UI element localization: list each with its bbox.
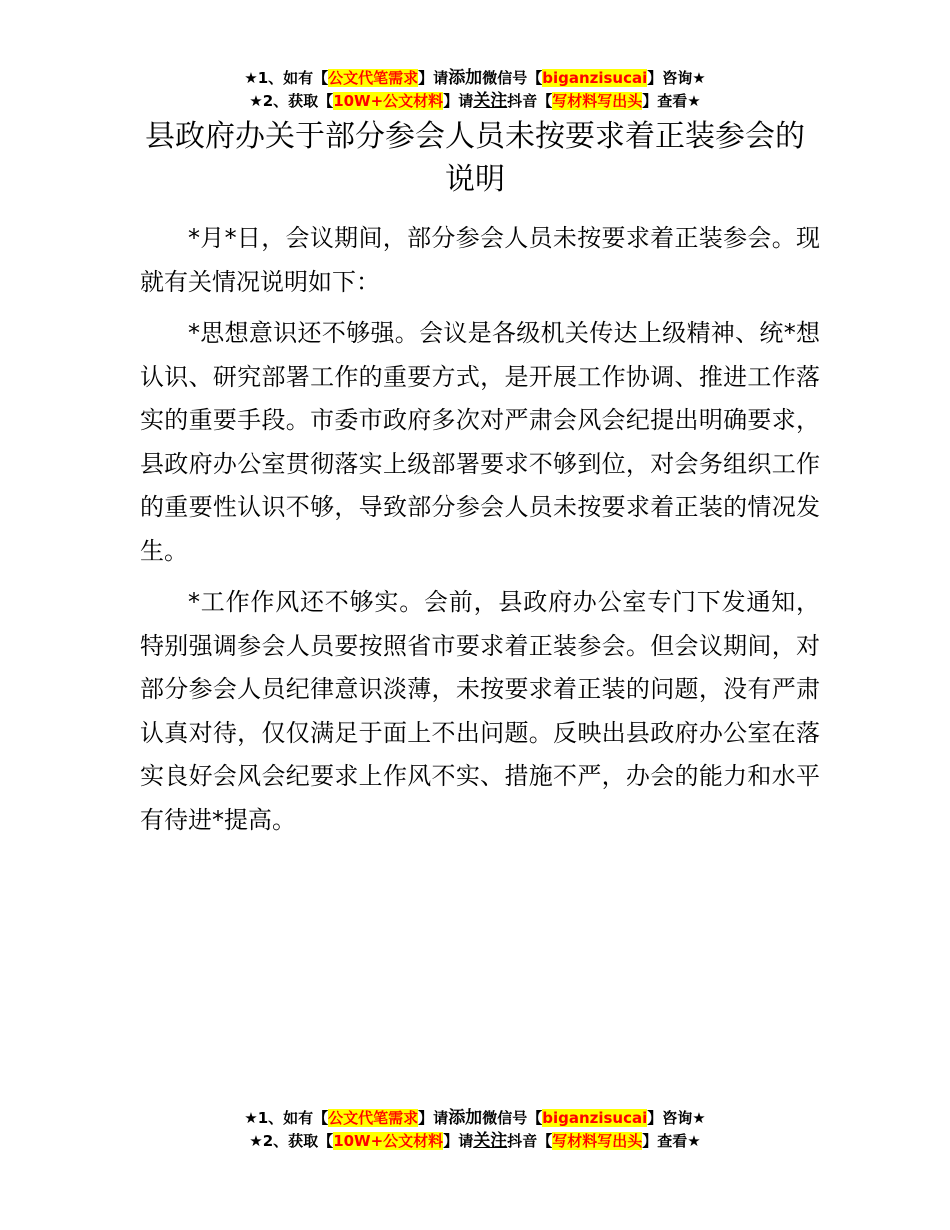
banner-emphasis: 添加 xyxy=(448,1108,483,1128)
paragraph-point-2: *工作作风还不够实。会前，县政府办公室专门下发通知，特别强调参会人员要按照省市要求着正装参会。但会议期间，对部分参会人员纪律意识淡薄，未按要求着正装的问题，没有严肃认真对待，仅仅满足于面上不出问题。反映出县政府办公室在落实良好会风会纪要求上作风不实、措施不严，办会的能力和水平有待进*提高。 xyxy=(140,588,820,834)
document-title: 县政府办关于部分参会人员未按要求着正装参会的说明 xyxy=(145,119,805,197)
banner-line-1 xyxy=(0,1107,950,1130)
banner-text: 微信号【 xyxy=(482,1109,543,1127)
banner-line-1 xyxy=(0,67,950,90)
banner-text: 】请 xyxy=(443,92,474,110)
banner-text: ★1、如有【 xyxy=(244,1109,329,1127)
banner-emphasis: 添加 xyxy=(448,68,483,88)
banner-emphasis: 关注 xyxy=(473,1131,508,1151)
highlight-materials: 10W+公文材料 xyxy=(333,1132,444,1150)
document-body xyxy=(140,217,820,850)
banner-text: ★1、如有【 xyxy=(244,69,329,87)
highlight-service: 公文代笔需求 xyxy=(328,1109,419,1127)
banner-text: 】咨询★ xyxy=(647,1109,706,1127)
highlight-douyin-account: 写材料写出头 xyxy=(552,92,643,110)
banner-text: 】查看★ xyxy=(642,1132,701,1150)
banner-text: 】咨询★ xyxy=(647,69,706,87)
banner-text: 抖音【 xyxy=(507,1132,553,1150)
banner-line-2 xyxy=(0,90,950,113)
highlight-wechat-id: biganzisucai xyxy=(542,69,648,87)
highlight-materials: 10W+公文材料 xyxy=(333,92,444,110)
banner-text: 】请 xyxy=(443,1132,474,1150)
highlight-service: 公文代笔需求 xyxy=(328,69,419,87)
banner-text: ★2、获取【 xyxy=(249,1132,334,1150)
banner-text: 】查看★ xyxy=(642,92,701,110)
highlight-douyin-account: 写材料写出头 xyxy=(552,1132,643,1150)
banner-text: 抖音【 xyxy=(507,92,553,110)
banner-text: 】请 xyxy=(418,69,449,87)
banner-emphasis: 关注 xyxy=(473,91,508,111)
banner-text: 微信号【 xyxy=(482,69,543,87)
paragraph-point-1: *思想意识还不够强。会议是各级机关传达上级精神、统*想认识、研究部署工作的重要方式，是开展工作协调、推进工作落实的重要手段。市委市政府多次对严肃会风会纪提出明确要求，县政府办公室贯彻落实上级部署要求不够到位，对会务组织工作的重要性认识不够，导致部分参会人员未按要求着正装的情况发生。 xyxy=(140,319,820,565)
banner-text: 】请 xyxy=(418,1109,449,1127)
header-banner xyxy=(0,67,950,113)
highlight-wechat-id: biganzisucai xyxy=(542,1109,648,1127)
footer-banner xyxy=(0,1107,950,1153)
banner-text: ★2、获取【 xyxy=(249,92,334,110)
paragraph-intro: *月*日，会议期间，部分参会人员未按要求着正装参会。现就有关情况说明如下： xyxy=(140,224,820,296)
banner-line-2 xyxy=(0,1130,950,1153)
